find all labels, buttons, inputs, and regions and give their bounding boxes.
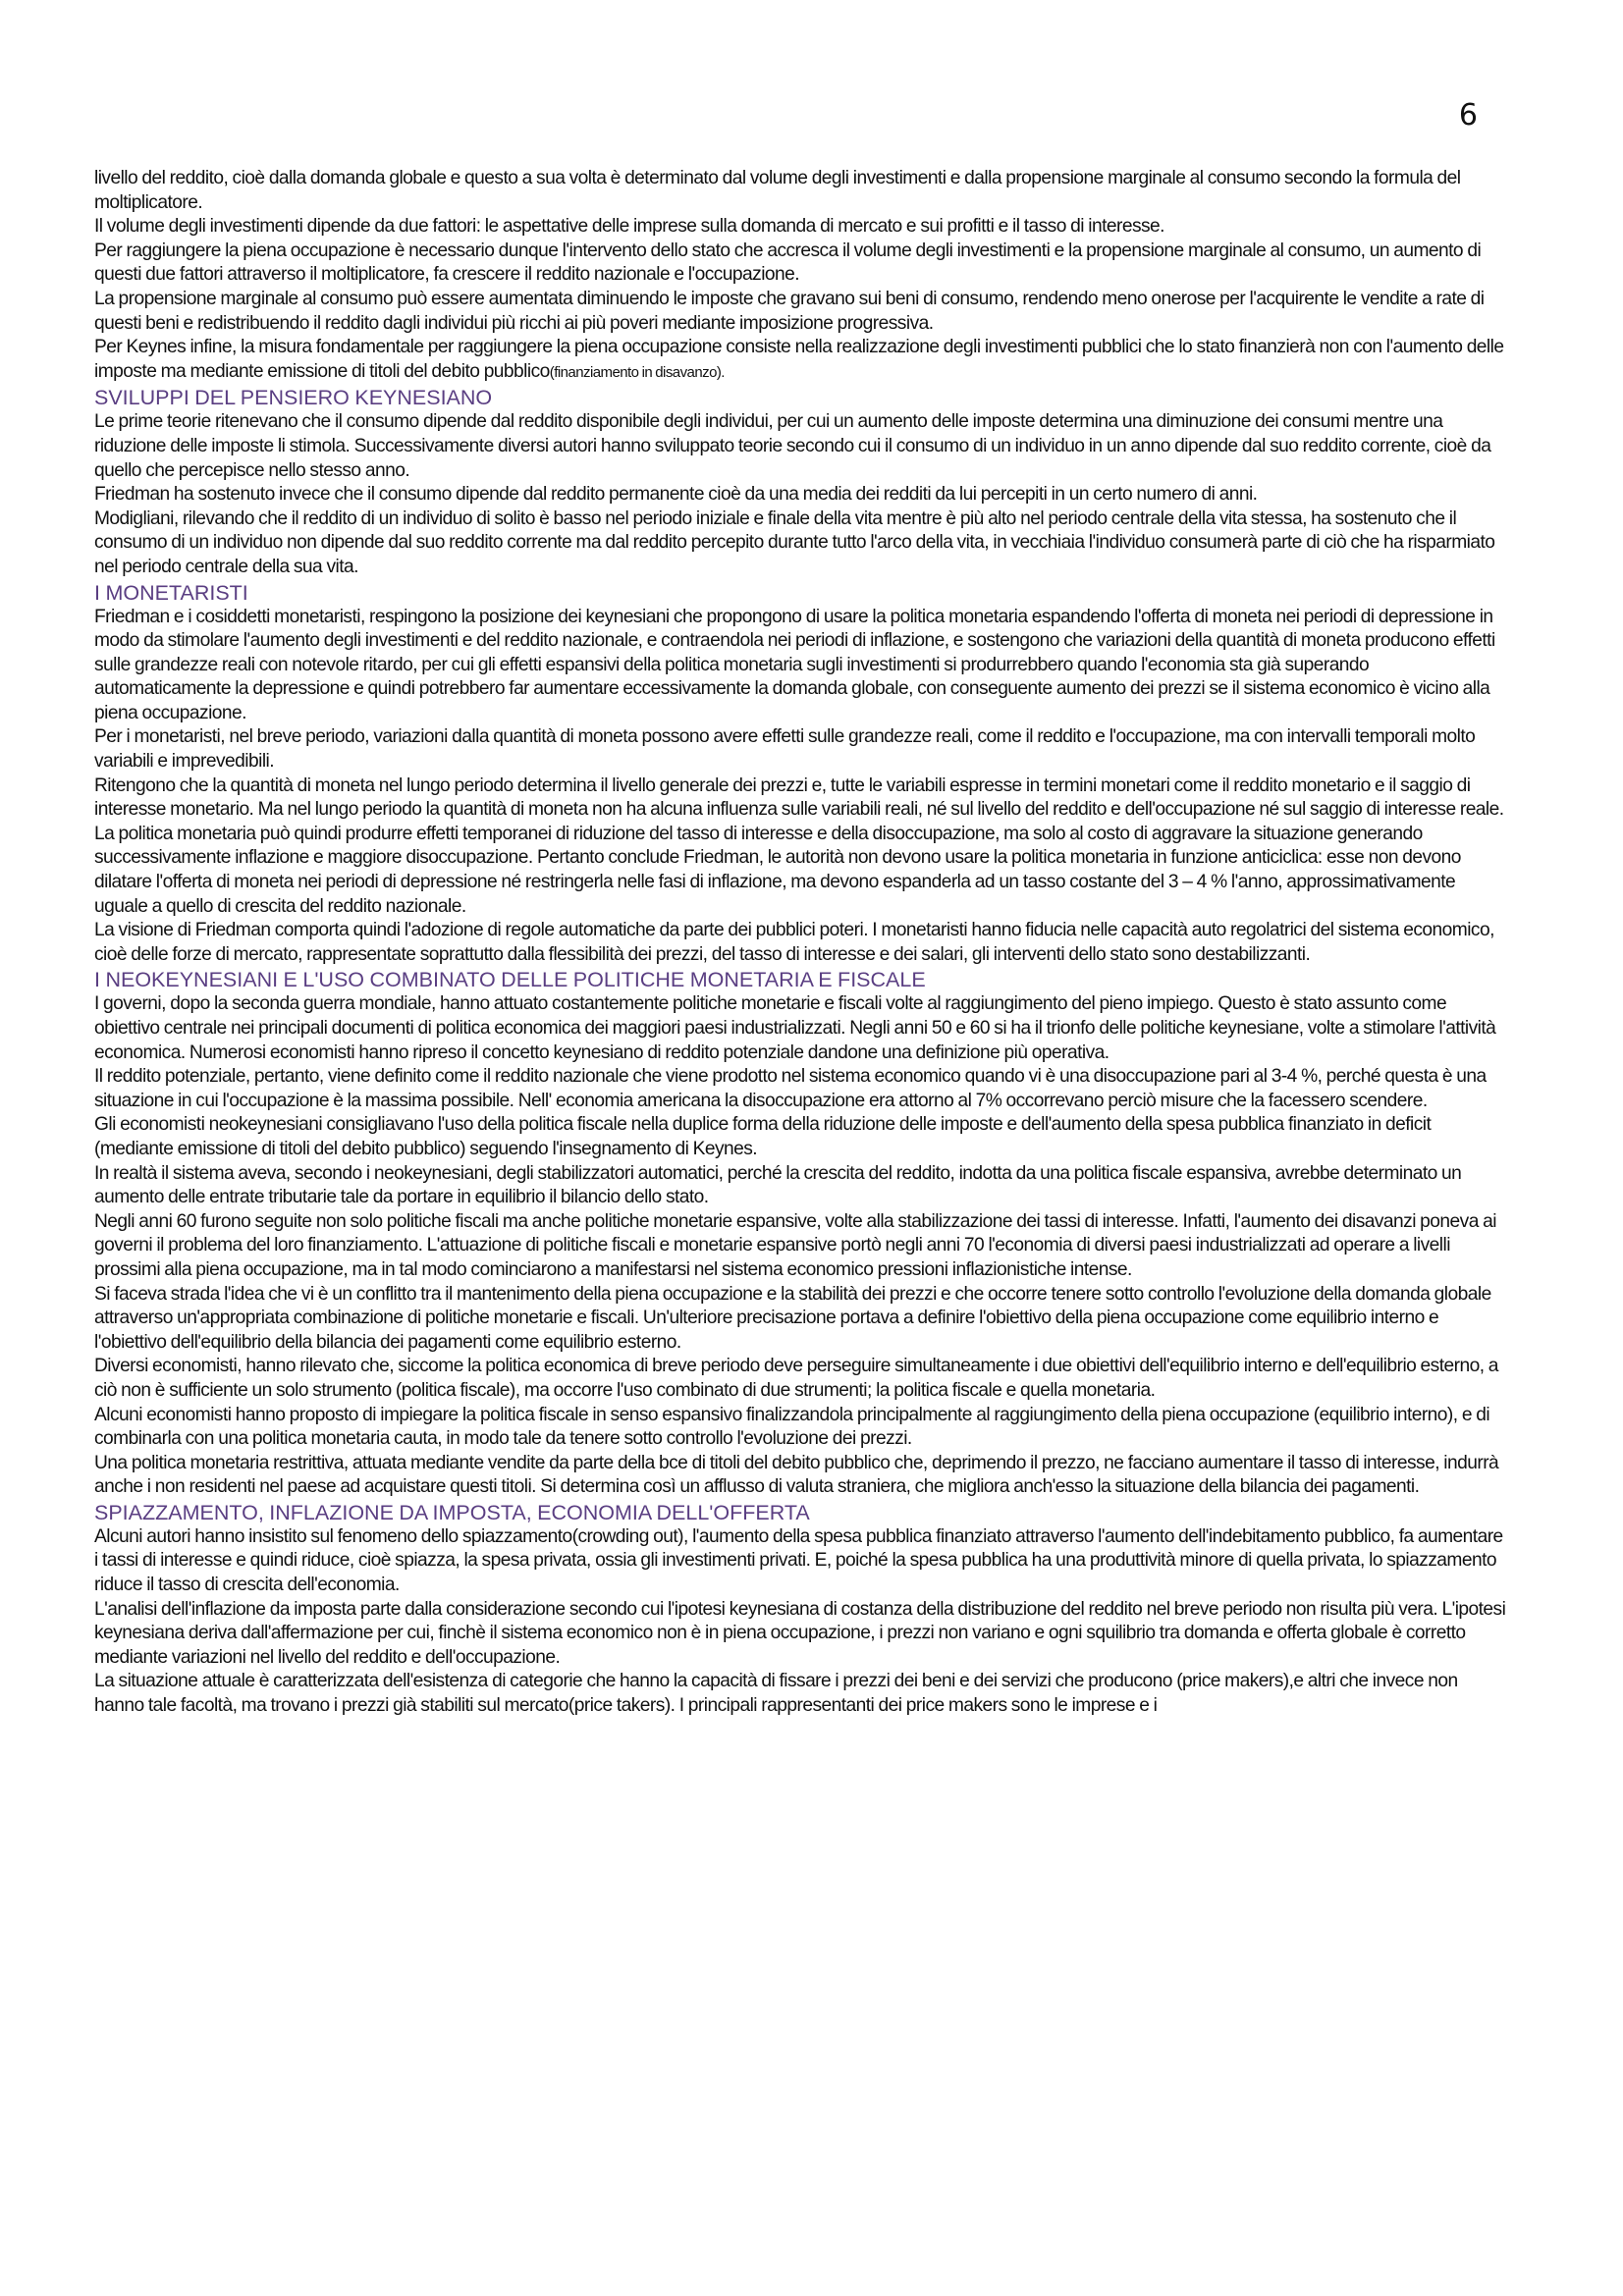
paragraph: La situazione attuale è caratterizzata dell'esistenza di categorie che hanno la capacità di fissare i prezzi dei beni e dei servizi che producono (price makers),e altri che invece non hanno tale facoltà, ma trovano i prezzi già stabiliti sul mercato(price takers). I principali rappresentanti dei price makers sono le imprese e i bbox=[94, 1671, 1458, 1717]
footnote-parenthetical: (finanziamento in disavanzo). bbox=[549, 363, 725, 381]
paragraph: Friedman e i cosiddetti monetaristi, respingono la posizione dei keynesiani che propongono di usare la politica monetaria espandendo l'offerta di moneta nei periodi di depressione in modo da stimolare l'aumento degli investimenti e del reddito nazionale, e contraendola nei periodi di inflazione, e sostengono che variazioni della quantità di moneta producono effetti sulle grandezze reali con notevole ritardo, per cui gli effetti espansivi della politica monetaria sugli investimenti si produrrebbero quando l'economia sta già superando automaticamente la depressione e quindi potrebbero far aumentare eccessivamente la domanda globale, con conseguente aumento dei prezzi se il sistema economico è vicino alla piena occupazione. bbox=[94, 606, 1495, 723]
paragraph: La propensione marginale al consumo può essere aumentata diminuendo le imposte che gravano sui beni di consumo, rendendo meno onerose per l'acquirente le vendite a rate di questi beni e redistribuendo il reddito dagli individui più ricchi ai più poveri mediante imposizione progressiva. bbox=[94, 288, 1485, 334]
paragraph-text: Per Keynes infine, la misura fondamentale per raggiungere la piena occupazione consiste nella realizzazione degli investimenti pubblici che lo stato finanzierà non con l'aumento delle imposte ma mediante emissione di titoli del debito pubblico bbox=[94, 337, 1504, 382]
paragraph: Ritengono che la quantità di moneta nel lungo periodo determina il livello generale dei prezzi e, tutte le variabili espresse in termini monetari come il reddito monetario e il saggio di interesse monetario. Ma nel lungo periodo la quantità di moneta non ha alcuna influenza sulle variabili reali, né sul livello del reddito e dell'occupazione né sul saggio di interesse reale. La politica monetaria può quindi produrre effetti temporanei di riduzione del tasso di interesse e della disoccupazione, ma solo al costo di aggravare la situazione generando successivamente inflazione e maggiore disoccupazione. Pertanto conclude Friedman, le autorità non devono usare la politica monetaria in funzione anticiclica: esse non devono dilatare l'offerta di moneta nei periodi di depressione né restringerla nelle fasi di inflazione, ma devono espanderla ad un tasso costante del 3 – 4 % l'anno, approssimativamente uguale a quello di crescita del reddito nazionale. bbox=[94, 774, 1504, 917]
paragraph: Gli economisti neokeynesiani consigliavano l'uso della politica fiscale nella duplice forma della riduzione delle imposte e dell'aumento della spesa pubblica finanziato in deficit (mediante emissione di titoli del debito pubblico) seguendo l'insegnamento di Keynes. bbox=[94, 1114, 1432, 1159]
document-body bbox=[94, 167, 1508, 1719]
paragraph: Le prime teorie ritenevano che il consumo dipende dal reddito disponibile degli individui, per cui un aumento delle imposte determina una diminuzione dei consumi mentre una riduzione delle imposte li stimola. Successivamente diversi autori hanno sviluppato teorie secondo cui il consumo di un individuo in un anno dipende dal suo reddito corrente, cioè da quello che percepisce nello stesso anno. bbox=[94, 411, 1491, 481]
paragraph bbox=[94, 336, 1508, 385]
paragraph: I governi, dopo la seconda guerra mondiale, hanno attuato costantemente politiche monetarie e fiscali volte al raggiungimento del pieno impiego. Questo è stato assunto come obiettivo centrale nei principali documenti di politica economica dei maggiori paesi industrializzati. Negli anni 50 e 60 si ha il trionfo delle politiche keynesiane, volte a stimolare l'attività economica. Numerosi economisti hanno ripreso il concetto keynesiano di reddito potenziale dandone una definizione più operativa. bbox=[94, 993, 1496, 1063]
paragraph: Per raggiungere la piena occupazione è necessario dunque l'intervento dello stato che accresca il volume degli investimenti e la propensione marginale al consumo, un aumento di questi due fattori attraverso il moltiplicatore, fa crescere il reddito nazionale e l'occupazione. bbox=[94, 240, 1482, 286]
paragraph: Il reddito potenziale, pertanto, viene definito come il reddito nazionale che viene prodotto nel sistema economico quando vi è una disoccupazione pari al 3-4 %, perché questa è una situazione in cui l'occupazione è la massima possibile. Nell' economia americana la disoccupazione era attorno al 7% occorrevano perciò misure che la facessero scendere. bbox=[94, 1066, 1487, 1111]
paragraph: Negli anni 60 furono seguite non solo politiche fiscali ma anche politiche monetarie espansive, volte alla stabilizzazione dei tassi di interesse. Infatti, l'aumento dei disavanzi poneva ai governi il problema del loro finanziamento. L'attuazione di politiche fiscali e monetarie espansive portò negli anni 70 l'economia di diversi paesi industrializzati ad operare a livelli prossimi alla piena occupazione, ma in tal modo cominciarono a manifestarsi nel sistema economico pressioni inflazionistiche intense. bbox=[94, 1210, 1496, 1280]
paragraph: La visione di Friedman comporta quindi l'adozione di regole automatiche da parte dei pubblici poteri. I monetaristi hanno fiducia nelle capacità auto regolatrici del sistema economico, cioè delle forze di mercato, rappresentate soprattutto dalla flessibilità dei prezzi, del tasso di interesse e dei salari, gli interventi dello stato sono destabilizzanti. bbox=[94, 920, 1494, 965]
section-heading-spiazzamento: SPIAZZAMENTO, INFLAZIONE DA IMPOSTA, ECONOMIA DELL'OFFERTA bbox=[94, 1500, 810, 1524]
paragraph: Una politica monetaria restrittiva, attuata mediante vendite da parte della bce di titoli del debito pubblico che, deprimendo il prezzo, ne facciano aumentare il tasso di interesse, indurrà anche i non residenti nel paese ad acquistare questi titoli. Si determina così un afflusso di valuta straniera, che migliora anch'esso la situazione della bilancia dei pagamenti. bbox=[94, 1452, 1499, 1498]
paragraph: Per i monetaristi, nel breve periodo, variazioni dalla quantità di moneta possono avere effetti sulle grandezze reali, come il reddito e l'occupazione, ma con intervalli temporali molto variabili e imprevedibili. bbox=[94, 726, 1476, 773]
paragraph: livello del reddito, cioè dalla domanda globale e questo a sua volta è determinato dal volume degli investimenti e dalla propensione marginale al consumo secondo la formula del moltiplicatore. bbox=[94, 168, 1461, 213]
paragraph: Alcuni economisti hanno proposto di impiegare la politica fiscale in senso espansivo finalizzandola principalmente al raggiungimento della piena occupazione (equilibrio interno), e di combinarla con una politica monetaria cauta, in modo tale da tenere sotto controllo l'evoluzione dei prezzi. bbox=[94, 1404, 1490, 1450]
paragraph: Si faceva strada l'idea che vi è un conflitto tra il mantenimento della piena occupazione e la stabilità dei prezzi e che occorre tenere sotto controllo l'evoluzione della domanda globale attraverso un'appropriata combinazione di politiche monetarie e fiscali. Un'ulteriore precisazione portava a definire l'obiettivo della piena occupazione come equilibrio interno e l'obiettivo dell'equilibrio della bilancia dei pagamenti come equilibrio esterno. bbox=[94, 1283, 1491, 1353]
paragraph: Friedman ha sostenuto invece che il consumo dipende dal reddito permanente cioè da una media dei redditi da lui percepiti in un certo numero di anni. bbox=[94, 484, 1258, 506]
paragraph: Diversi economisti, hanno rilevato che, siccome la politica economica di breve periodo deve perseguire simultaneamente i due obiettivi dell'equilibrio interno e dell'equilibrio esterno, a ciò non è sufficiente un solo strumento (politica fiscale), ma occorre l'uso combinato di due strumenti; la politica fiscale e quella monetaria. bbox=[94, 1356, 1498, 1401]
section-heading-monetaristi: I MONETARISTI bbox=[94, 580, 248, 605]
section-heading-neokeynesiani: I NEOKEYNESIANI E L'USO COMBINATO DELLE POLITICHE MONETARIA E FISCALE bbox=[94, 968, 926, 992]
page-number: 6 bbox=[1458, 98, 1478, 133]
paragraph: In realtà il sistema aveva, secondo i neokeynesiani, degli stabilizzatori automatici, perché la crescita del reddito, indotta da una politica fiscale espansiva, avrebbe determinato un aumento delle entrate tributarie tale da portare in equilibrio il bilancio dello stato. bbox=[94, 1162, 1462, 1208]
paragraph: Alcuni autori hanno insistito sul fenomeno dello spiazzamento(crowding out), l'aumento della spesa pubblica finanziato attraverso l'aumento dell'indebitamento pubblico, fa aumentare i tassi di interesse e quindi riduce, cioè spiazza, la spesa privata, ossia gli investimenti privati. E, poiché la spesa pubblica ha una produttività minore di quella privata, lo spiazzamento riduce il tasso di crescita dell'economia. bbox=[94, 1525, 1503, 1596]
paragraph: Il volume degli investimenti dipende da due fattori: le aspettative delle imprese sulla domanda di mercato e sui profitti e il tasso di interesse. bbox=[94, 216, 1164, 238]
paragraph: L'analisi dell'inflazione da imposta parte dalla considerazione secondo cui l'ipotesi keynesiana di costanza della distribuzione del reddito nel breve periodo non risulta più vera. L'ipotesi keynesiana deriva dall'affermazione per cui, finchè il sistema economico non è in piena occupazione, i prezzi non variano e ogni squilibrio tra domanda e offerta globale è corretto mediante variazioni nel livello del reddito e dell'occupazione. bbox=[94, 1598, 1506, 1668]
section-heading-sviluppi: SVILUPPI DEL PENSIERO KEYNESIANO bbox=[94, 386, 493, 410]
paragraph: Modigliani, rilevando che il reddito di un individuo di solito è basso nel periodo iniziale e finale della vita mentre è più alto nel periodo centrale della vita stessa, ha sostenuto che il consumo di un individuo non dipende dal suo reddito corrente ma dal reddito percepito durante tutto l'arco della vita, in vecchiaia l'individuo consumerà parte di ciò che ha risparmiato nel periodo centrale della sua vita. bbox=[94, 507, 1495, 577]
